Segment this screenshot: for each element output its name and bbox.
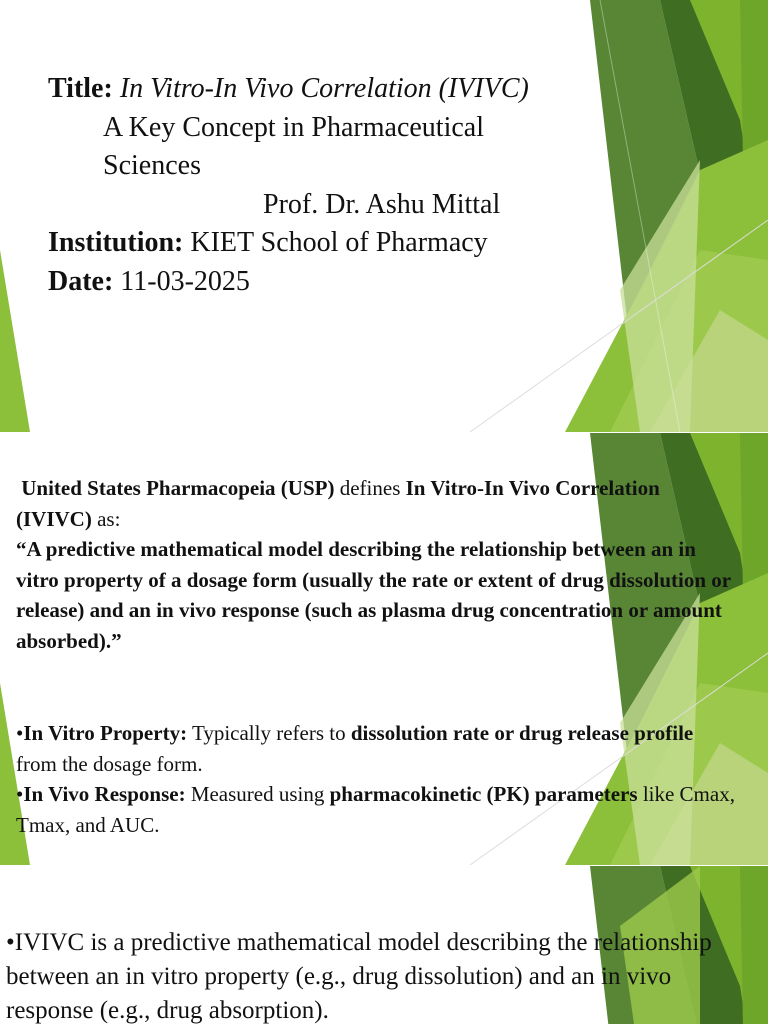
usp-name: United States Pharmacopeia (USP) <box>21 476 335 500</box>
bullet-emphasis: pharmacokinetic (PK) parameters <box>329 782 638 806</box>
summary-text: IVIVC is a predictive mathematical model describing the relationship between an in vitro property (e.g., drug dissolution) and an in vivo response (e.g., drug absorption). <box>6 929 712 1024</box>
bullet-text: from the dosage form. <box>16 751 203 776</box>
definition-block <box>16 473 736 840</box>
bullet-in-vivo <box>16 779 736 840</box>
bullet-emphasis: dissolution rate or drug release profile <box>350 721 694 745</box>
slide-definition <box>0 433 768 865</box>
bullet-icon: • <box>6 929 15 956</box>
bullet-label: In Vivo Response: <box>23 782 186 806</box>
institution-label: Institution: <box>48 227 184 258</box>
bullet-label: In Vitro Property: <box>23 721 188 745</box>
bullet-text: Measured using <box>190 782 325 806</box>
bullet-icon: • <box>16 721 24 745</box>
bullet-text: Typically refers to <box>191 721 346 745</box>
date-label: Date: <box>48 265 114 297</box>
summary-bullet <box>6 926 746 1024</box>
slide-title <box>0 0 768 432</box>
bullet-text: like Cmax, Tmax, and AUC. <box>16 782 735 837</box>
title-label: Title: <box>48 73 113 104</box>
defines-word: defines <box>339 476 401 500</box>
as-word: as: <box>97 506 121 531</box>
date-value: 11-03-2025 <box>120 265 250 297</box>
usp-definition <box>16 473 736 534</box>
bullet-icon: • <box>16 782 24 806</box>
title-text: In Vitro-In Vivo Correlation (IVIVC) <box>119 73 529 104</box>
slide-summary <box>0 866 768 1024</box>
bullet-in-vitro <box>16 718 736 779</box>
author: Prof. Dr. Ashu Mittal <box>263 188 501 220</box>
ivivc-term: In Vitro-In Vivo Correlation (IVIVC) <box>16 476 660 531</box>
subtitle: A Key Concept in Pharmaceutical Sciences <box>103 111 484 181</box>
institution-value: KIET School of Pharmacy <box>190 227 488 258</box>
title-block <box>48 70 588 301</box>
usp-quote: “A predictive mathematical model describing the relationship between an in vitro property of a dosage form (usually the rate or extent of drug dissolution or release) and an in vivo response (such as plasma drug concentration or amount absorbed).” <box>16 537 731 653</box>
